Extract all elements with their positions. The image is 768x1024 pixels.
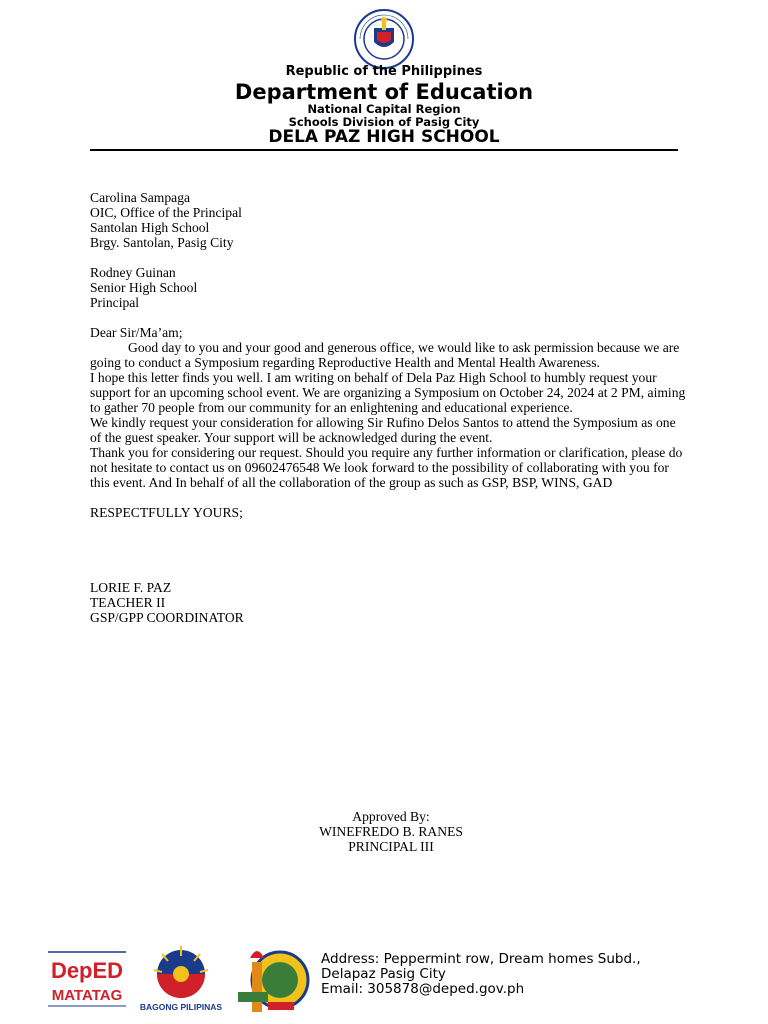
school-seal-icon	[232, 944, 312, 1020]
footer-email: Email: 305878@deped.gov.ph	[321, 981, 525, 997]
signatory-role: GSP/GPP COORDINATOR	[90, 610, 244, 625]
bagong-pilipinas-logo	[140, 944, 222, 1014]
letter-body	[90, 190, 690, 625]
approved-by-label: Approved By:	[352, 809, 430, 824]
signatory-name: LORIE F. PAZ	[90, 580, 172, 595]
recipient2-name: Rodney Guinan	[90, 265, 176, 280]
paragraph-3: We kindly request your consideration for allowing Sir Rufino Delos Santos to attend the Symposium as one of the guest speaker. Your support will be acknowledged during the event.	[90, 415, 676, 445]
header-department: Department of Education	[234, 80, 534, 104]
approval-block	[241, 809, 541, 854]
recipient1-address: Brgy. Santolan, Pasig City	[90, 235, 234, 250]
recipient2-position: Principal	[90, 295, 140, 310]
deped-logo-text: DepED	[50, 958, 124, 983]
header-republic: Republic of the Philippines	[285, 64, 483, 79]
recipient2-school: Senior High School	[90, 280, 198, 295]
signatory-title: TEACHER II	[90, 595, 166, 610]
footer-contact	[321, 952, 641, 997]
footer-address-line2: Delapaz Pasig City	[321, 966, 446, 982]
salutation: Dear Sir/Ma’am;	[90, 325, 183, 340]
paragraph-4: Thank you for considering our request. Should you require any further information or clarification, please do not hesitate to contact us on 09602476548 We look forward to the possibility of collaborating with you for this event. And In behalf of all the collaboration of the group as such as GSP, BSP, WINS, GAD	[90, 445, 683, 490]
paragraph-1: Good day to you and your good and generous office, we would like to ask permission because we are going to conduct a Symposium regarding Reproductive Health and Mental Health Awareness.	[90, 340, 680, 370]
footer-address-line1: Address: Peppermint row, Dream homes Subd.,	[321, 951, 641, 967]
paragraph-2: I hope this letter finds you well. I am writing on behalf of Dela Paz High School to humbly request your support for an upcoming school event. We are organizing a Symposium on October 24, 2024 at 2 PM, aiming to gather 70 people from our community for an enlightening and educational experience.	[90, 370, 686, 415]
header-region: National Capital Region	[307, 102, 461, 116]
matatag-logo-text: MATATAG	[51, 987, 123, 1004]
recipient1-name: Carolina Sampaga	[90, 190, 191, 205]
approver-title: PRINCIPAL III	[348, 839, 434, 854]
header-division: Schools Division of Pasig City	[288, 115, 480, 129]
recipient1-school: Santolan High School	[90, 220, 210, 235]
recipient-block-1	[90, 190, 690, 250]
closing: RESPECTFULLY YOURS;	[90, 505, 243, 520]
recipient-block-2	[90, 265, 690, 310]
deped-seal-icon	[350, 8, 418, 70]
header-school-name: DELA PAZ HIGH SCHOOL	[268, 127, 500, 147]
deped-matatag-logo	[46, 948, 128, 1012]
header-divider	[90, 149, 678, 151]
recipient1-position: OIC, Office of the Principal	[90, 205, 242, 220]
signatory-block	[90, 580, 690, 625]
bagong-pilipinas-text: BAGONG PILIPINAS	[140, 1002, 222, 1012]
approver-name: WINEFREDO B. RANES	[319, 824, 463, 839]
